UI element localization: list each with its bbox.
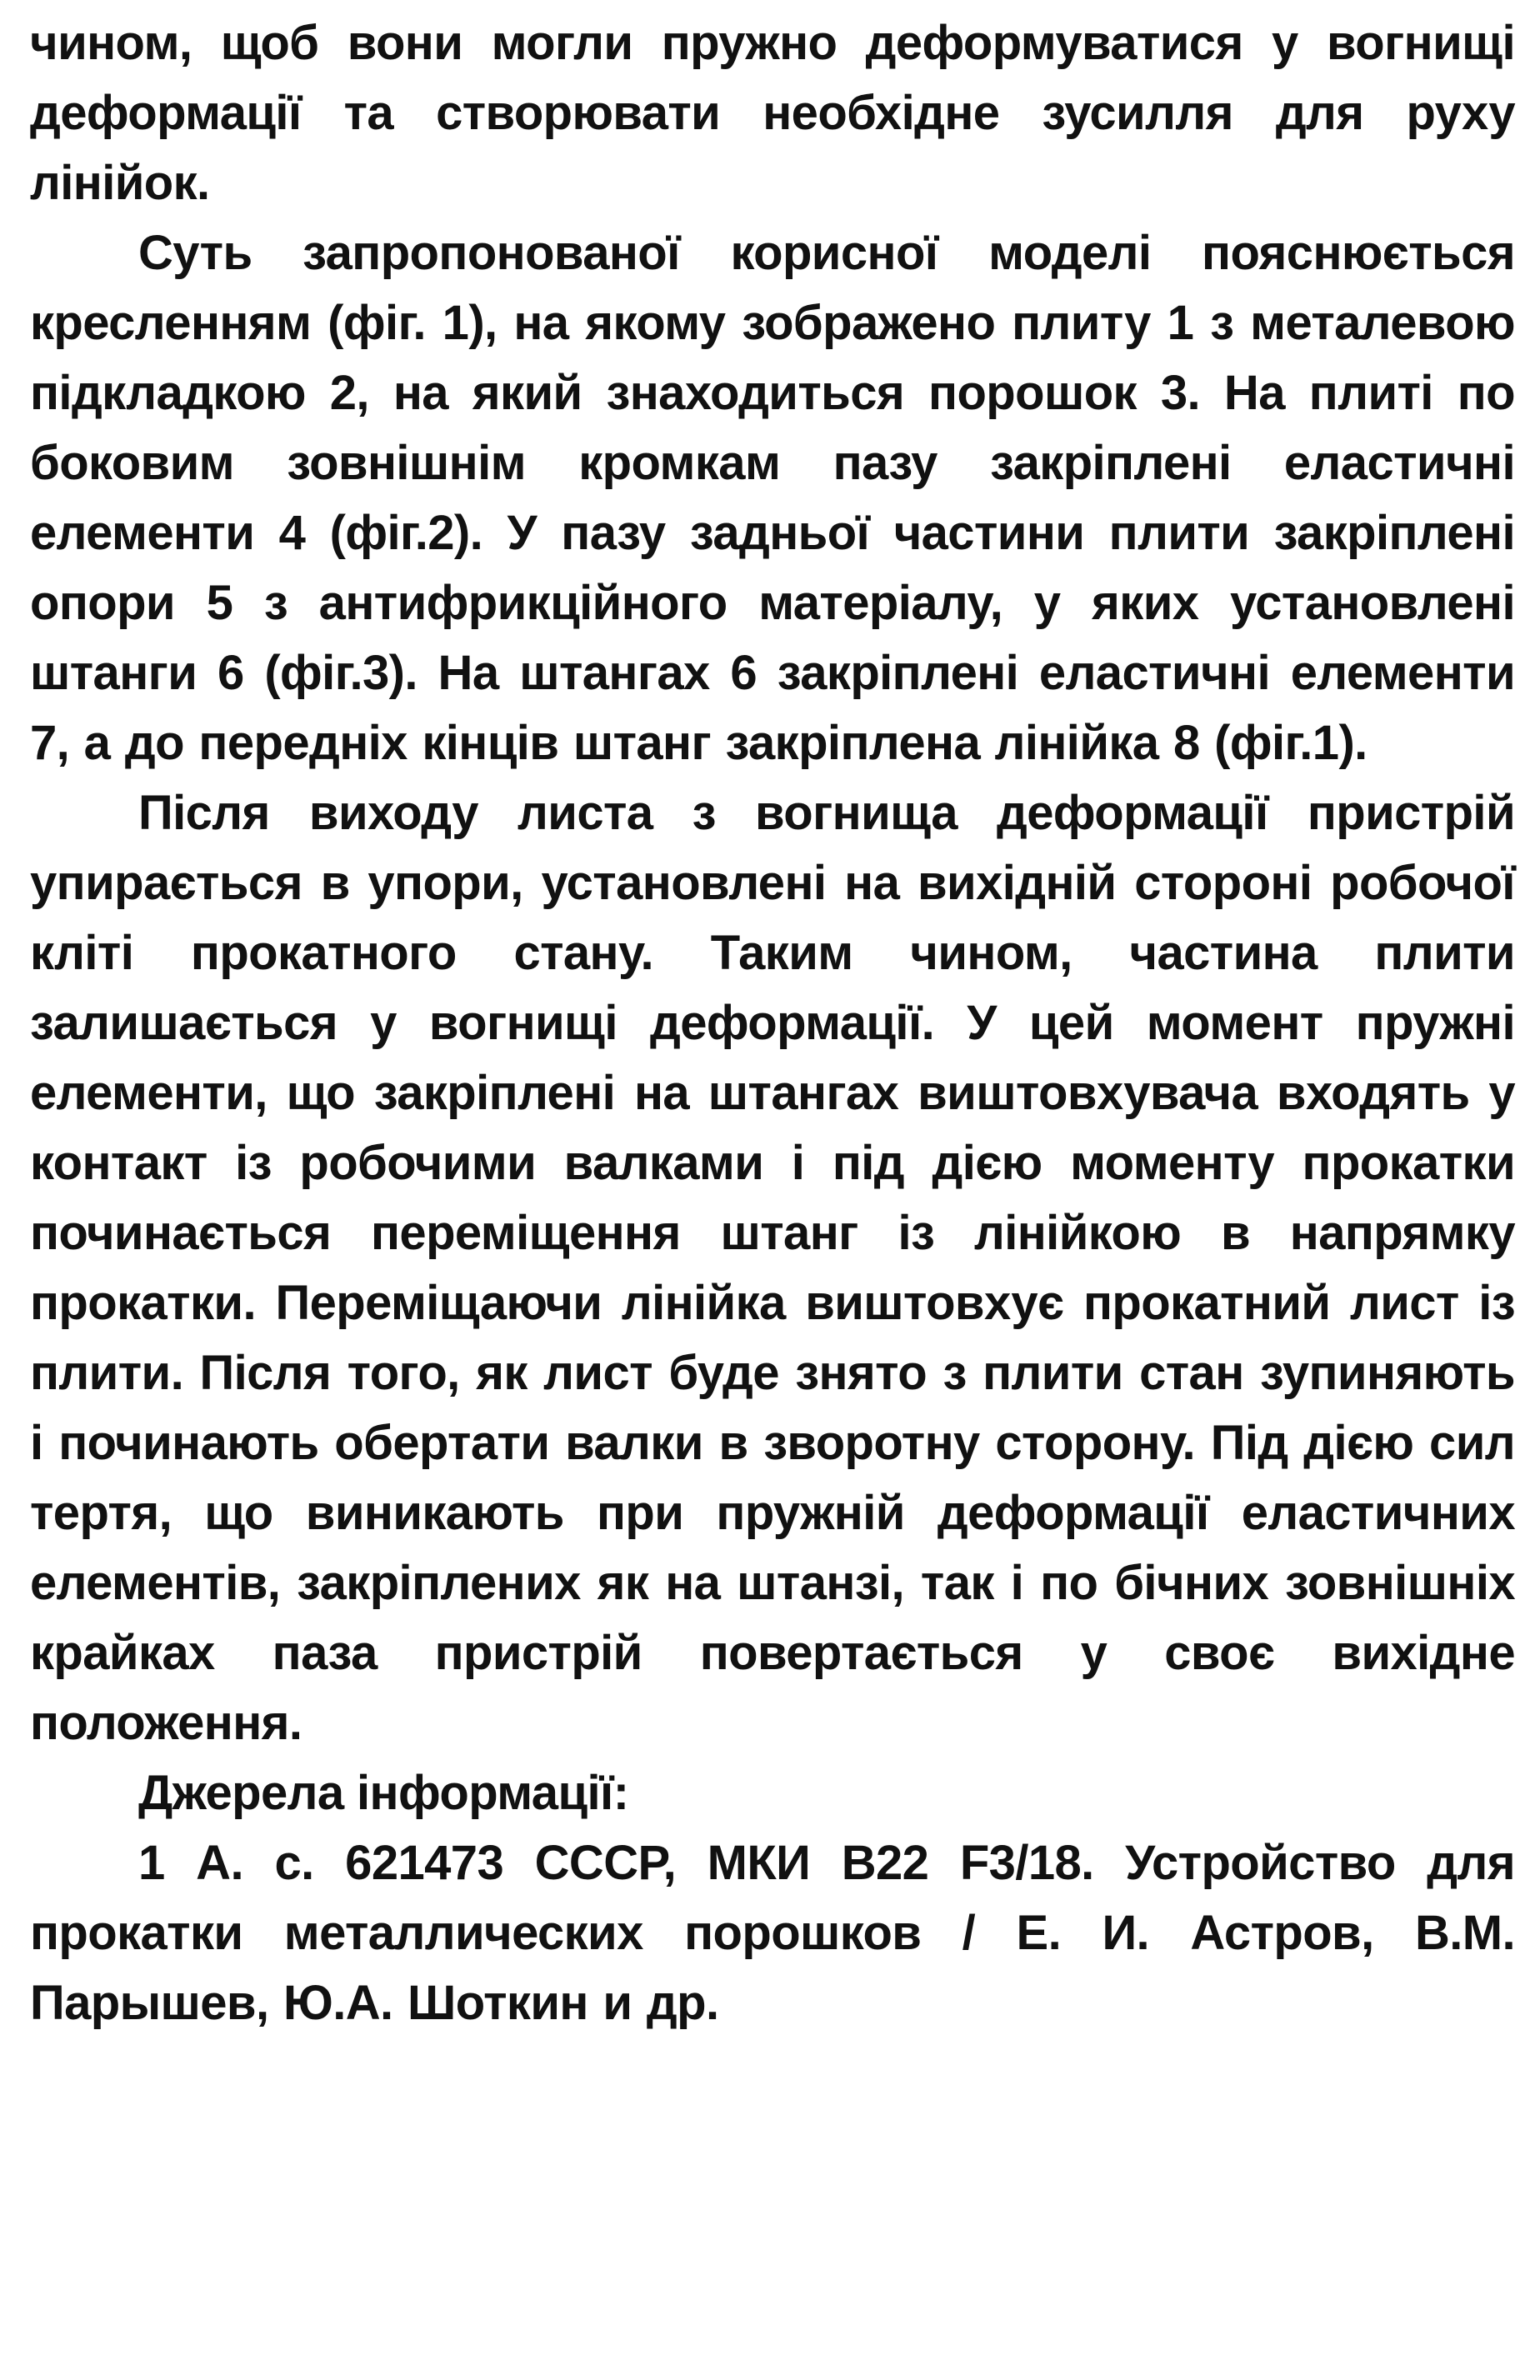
document-body <box>30 8 1515 2038</box>
paragraph-operation: Після виходу листа з вогнища деформації пристрій упирається в упори, установлені на вихідній стороні робочої кліті прокатного стану. Таким чином, частина плити залишається у вогнищі деформації. У цей момент пружні елементи, що закріплені на штангах виштовхувача входять у контакт із робочими валками і під дією моменту прокатки починається переміщення штанг із лінійкою в напрямку прокатки. Переміщаючи лінійка виштовхує прокатний лист із плити. Після того, як лист буде знято з плити стан зупиняють і починають обертати валки в зворотну сторону. Під дією сил тертя, що виникають при пружній деформації еластичних елементів, закріплених як на штанзі, так і по бічних зовнішніх крайках паза пристрій повертається у своє вихідне положення. <box>30 786 1515 1750</box>
paragraph-essence: Суть запропонованої корисної моделі пояснюється кресленням (фіг. 1), на якому зображено плиту 1 з металевою підкладкою 2, на який знаходиться порошок 3. На плиті по боковим зовнішнім кромкам пазу закріплені еластичні елементи 4 (фіг.2). У пазу задньої частини плити закріплені опори 5 з антифрикційного матеріалу, у яких установлені штанги 6 (фіг.3). На штангах 6 закріплені еластичні елементи 7, а до передніх кінців штанг закріплена лінійка 8 (фіг.1). <box>30 226 1515 770</box>
sources-heading: Джерела інформації: <box>138 1766 629 1820</box>
source-item: 1 А. с. 621473 СССР, МКИ В22 F3/18. Устройство для прокатки металлических порошков / Е. И. Астров, В.М. Парышев, Ю.А. Шоткин и др. <box>30 1836 1515 2030</box>
paragraph-continuation: чином, щоб вони могли пружно деформуватися у вогнищі деформації та створювати необхідне зусилля для руху лінійок. <box>30 16 1515 210</box>
